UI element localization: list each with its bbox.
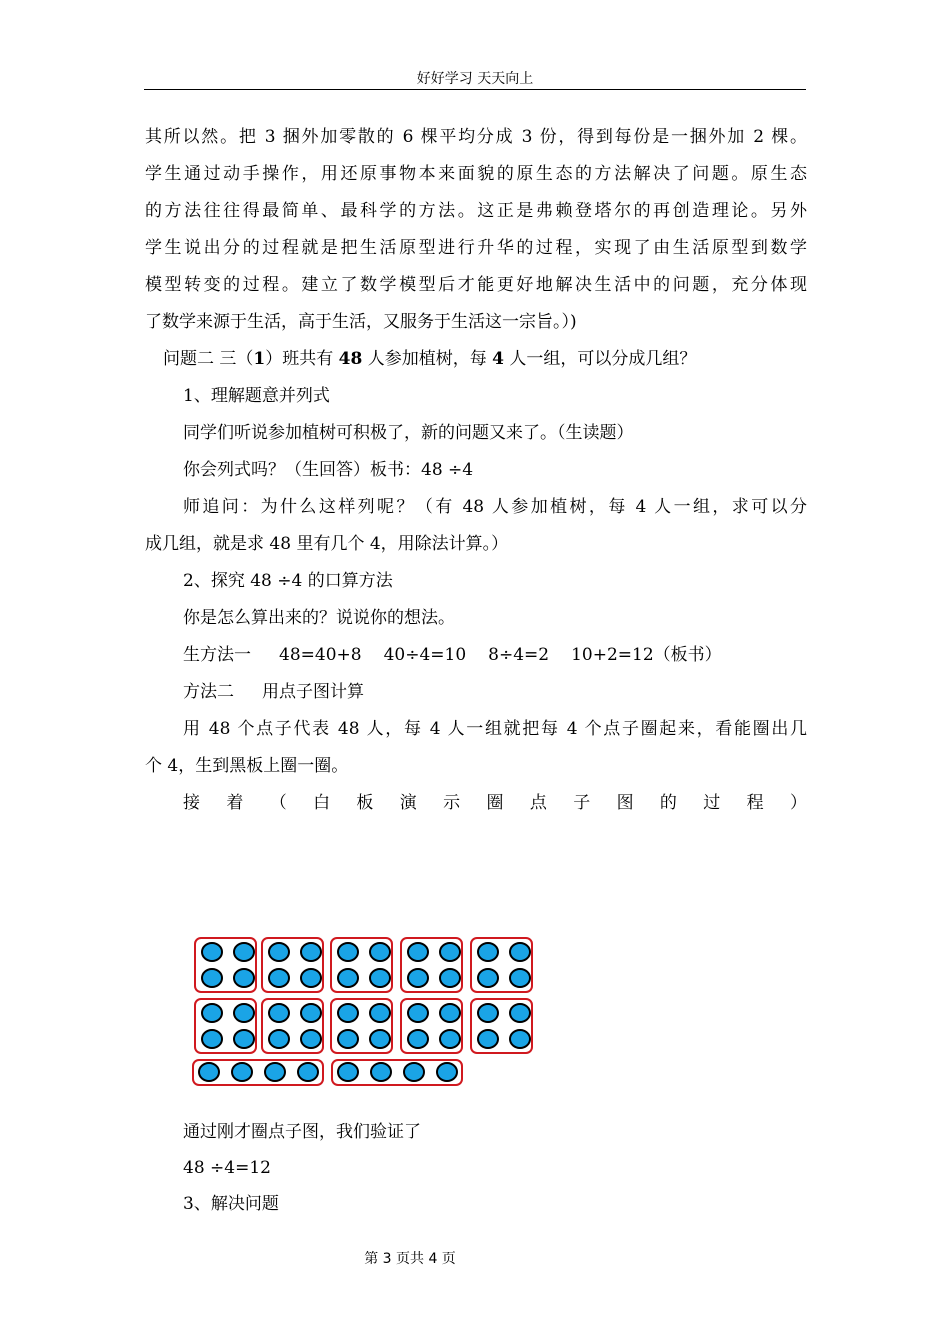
step-one-line: 同学们听说参加植树可积极了，新的问题又来了。（生读题） — [183, 423, 634, 443]
dot — [370, 1004, 390, 1022]
dot — [510, 969, 530, 987]
equation: 40÷4=10 — [383, 645, 467, 665]
dot — [437, 1063, 457, 1081]
demo-line: 接着（白板演示圈点子图的过程） — [183, 793, 807, 813]
problem-two — [145, 345, 807, 382]
dot — [338, 1030, 358, 1048]
step-one-heading: 1、理解题意并列式 — [183, 386, 330, 406]
number-4: 4 — [492, 349, 504, 369]
dot — [301, 1004, 321, 1022]
header-rule — [144, 89, 806, 90]
dot — [338, 1004, 358, 1022]
method-two-title: 用点子图计算 — [262, 682, 364, 702]
dot — [478, 943, 498, 961]
method-two-label: 方法二 — [183, 682, 234, 702]
result-equation: 48 ÷4=12 — [183, 1158, 271, 1178]
dot — [269, 1030, 289, 1048]
dot — [202, 969, 222, 987]
dot — [510, 1004, 530, 1022]
method-one — [145, 641, 807, 678]
paragraph-line: 学生通过动手操作，用还原事物本来面貌的原生态的方法解决了问题。原生态 — [145, 164, 807, 184]
dot — [338, 943, 358, 961]
dot — [202, 1030, 222, 1048]
dot — [370, 969, 390, 987]
dot — [440, 1030, 460, 1048]
method-one-label: 生方法一 — [183, 645, 251, 665]
dot — [478, 969, 498, 987]
dot — [408, 1030, 428, 1048]
dot — [269, 969, 289, 987]
dot — [408, 969, 428, 987]
verification-line: 通过刚才圈点子图，我们验证了 — [183, 1122, 421, 1142]
step-two-heading: 2、探究 48 ÷4 的口算方法 — [183, 571, 393, 591]
dot — [408, 943, 428, 961]
dot — [298, 1063, 318, 1081]
dot — [269, 1004, 289, 1022]
dot — [478, 1030, 498, 1048]
step-three-heading: 3、解决问题 — [183, 1194, 279, 1214]
dot — [510, 1030, 530, 1048]
dot — [301, 1030, 321, 1048]
paragraph-line: 了数学来源于生活，高于生活，又服务于生活这一宗旨。）) — [145, 312, 577, 332]
page-header: 好好学习 天天向上 — [416, 71, 534, 87]
equation: 48=40+8 — [279, 645, 362, 665]
method-two-line: 用 48 个点子代表 48 人，每 4 人一组就把每 4 个点子圈起来，看能圈出几 — [183, 719, 807, 739]
problem-two-text: 人参加植树，每 — [362, 349, 493, 369]
paragraph-line: 模型转变的过程。建立了数学模型后才能更好地解决生活中的问题，充分体现 — [145, 275, 807, 295]
dot-grouping-figure — [190, 934, 540, 1088]
dot — [232, 1063, 252, 1081]
dot — [478, 1004, 498, 1022]
dot — [440, 969, 460, 987]
dot — [338, 969, 358, 987]
dot — [440, 943, 460, 961]
page-number: 第 3 页共 4 页 — [364, 1251, 456, 1267]
equation: 8÷4=2 — [488, 645, 550, 665]
step-two-line: 你是怎么算出来的？说说你的想法。 — [183, 608, 455, 628]
paragraph-line: 其所以然。把 3 捆外加零散的 6 棵平均分成 3 份，得到每份是一捆外加 2 棵。 — [145, 127, 807, 147]
problem-two-tail: 人一组，可以分成几组？ — [503, 349, 697, 369]
dot — [370, 943, 390, 961]
dot — [404, 1063, 424, 1081]
step-one-line: 成几组，就是求 48 里有几个 4，用除法计算。） — [145, 534, 509, 554]
dot — [234, 943, 254, 961]
step-one-line: 你会列式吗？（生回答）板书：48 ÷4 — [183, 460, 474, 480]
class-number: 1 — [253, 349, 266, 369]
after-figure-text — [183, 1118, 421, 1226]
dot — [234, 969, 254, 987]
step-one-line: 师追问：为什么这样列呢？（有 48 人参加植树，每 4 人一组，求可以分 — [183, 497, 807, 517]
problem-two-lead: 问题二 三（ — [163, 349, 254, 369]
dot — [199, 1063, 219, 1081]
dot — [408, 1004, 428, 1022]
document-body — [145, 123, 807, 826]
dot — [301, 969, 321, 987]
method-two-line: 个 4，生到黑板上圈一圈。 — [145, 756, 349, 776]
paragraph-line: 的方法往往得最简单、最科学的方法。这正是弗赖登塔尔的再创造理论。另外 — [145, 201, 807, 221]
dot — [234, 1030, 254, 1048]
dot — [301, 943, 321, 961]
dot — [234, 1004, 254, 1022]
dot — [202, 943, 222, 961]
equation: 10+2=12（板书） — [571, 645, 722, 665]
dot — [338, 1063, 358, 1081]
paragraph-line: 学生说出分的过程就是把生活原型进行升华的过程，实现了由生活原型到数学 — [145, 238, 807, 258]
problem-two-text: ）班共有 — [265, 349, 339, 369]
dot — [269, 943, 289, 961]
dot — [202, 1004, 222, 1022]
method-two — [145, 678, 807, 715]
dot — [510, 943, 530, 961]
dot — [371, 1063, 391, 1081]
dot — [265, 1063, 285, 1081]
dot — [370, 1030, 390, 1048]
number-48: 48 — [338, 349, 363, 369]
dot — [440, 1004, 460, 1022]
